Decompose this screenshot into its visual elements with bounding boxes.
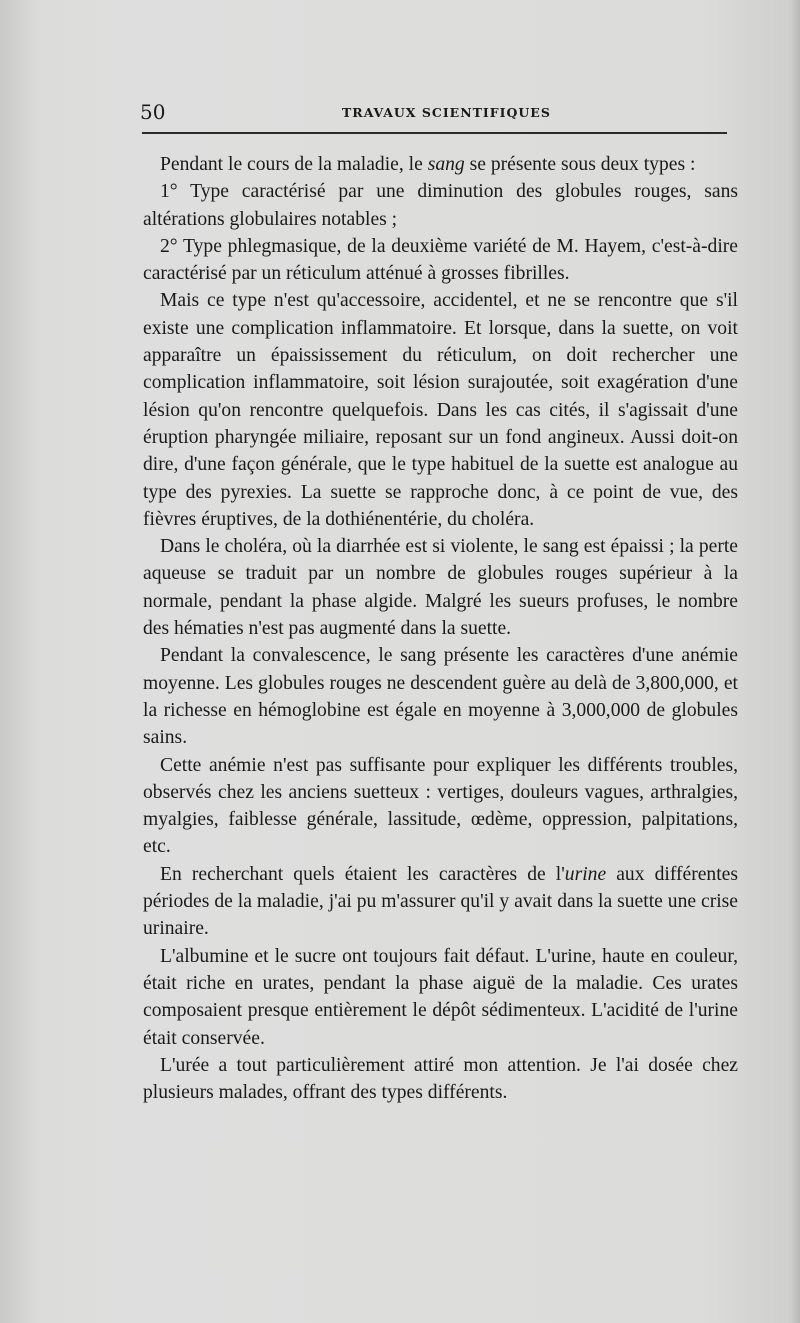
list-item: 1° Type caractérisé par une diminution des globules rouges, sans altérations globulaires notables ;: [143, 181, 738, 230]
paragraph: L'urée a tout particulièrement attiré mon attention. Je l'ai dosée chez plusieurs malades, offrant des types différents.: [143, 1054, 738, 1104]
body-text: [143, 151, 738, 1106]
page-header: [140, 100, 760, 124]
paragraph: Dans le choléra, où la diarrhée est si violente, le sang est épaissi ; la perte aqueuse se traduit par un nombre de globules rouges supérieur à la normale, pendant la phase algide. Malgré les sueurs profuses, le nombre des hématies n'est pas augmenté dans la suette.: [143, 536, 738, 640]
list-item: 2° Type phlegmasique, de la deuxième variété de M. Hayem, c'est-à-dire caractérisé par un réticulum atténué à grosses fibrilles.: [143, 235, 738, 285]
text-run: se présente sous deux types :: [464, 154, 696, 175]
paragraph: Pendant la convalescence, le sang présente les caractères d'une anémie moyenne. Les globules rouges ne descendent guère au delà de 3,800,000, et la richesse en hémoglobine est égale en moyenne à 3,000,000 de globules sains.: [143, 645, 738, 749]
header-rule: [142, 132, 727, 134]
paragraph: [143, 861, 738, 943]
text-run: aux différentes périodes de la maladie, j'ai pu m'assurer qu'il y avait dans la suette une crise urinaire.: [143, 863, 738, 940]
paragraph: [143, 151, 738, 178]
paragraph: Cette anémie n'est pas suffisante pour expliquer les différents troubles, observés chez les anciens suetteux : vertiges, douleurs vagues, arthralgies, myalgies, faiblesse générale, lassitude, œdème, oppression, palpitations, etc.: [143, 754, 738, 858]
page-number: 50: [140, 100, 166, 124]
italic-term: urine: [564, 863, 607, 885]
paragraph: Mais ce type n'est qu'accessoire, accidentel, et ne se rencontre que s'il existe une complication inflammatoire. Et lorsque, dans la suette, on voit apparaître un épaississement du réticulum, on doit rechercher une complication inflammatoire, soit lésion surajoutée, soit exagération d'une lésion qu'on rencontre quelquefois. Dans les cas cités, il s'agissait d'une éruption pharyngée miliaire, reposant sur un fond angineux. Aussi doit-on dire, d'une façon générale, que le type habituel de la suette est analogue au type des pyrexies. La suette se rapproche donc, à ce point de vue, des fièvres éruptives, de la dothiénentérie, du choléra.: [143, 290, 738, 530]
text-run: En recherchant quels étaient les caractères de l': [160, 863, 565, 885]
text-run: Pendant le cours de la maladie, le: [160, 154, 428, 175]
italic-term: sang: [427, 154, 465, 175]
running-head: TRAVAUX SCIENTIFIQUES: [342, 105, 551, 120]
paragraph: L'albumine et le sucre ont toujours fait défaut. L'urine, haute en couleur, était riche en urates, pendant la phase aiguë de la maladie. Ces urates composaient presque entièrement le dépôt sédimenteux. L'acidité de l'urine était conservée.: [143, 945, 738, 1049]
